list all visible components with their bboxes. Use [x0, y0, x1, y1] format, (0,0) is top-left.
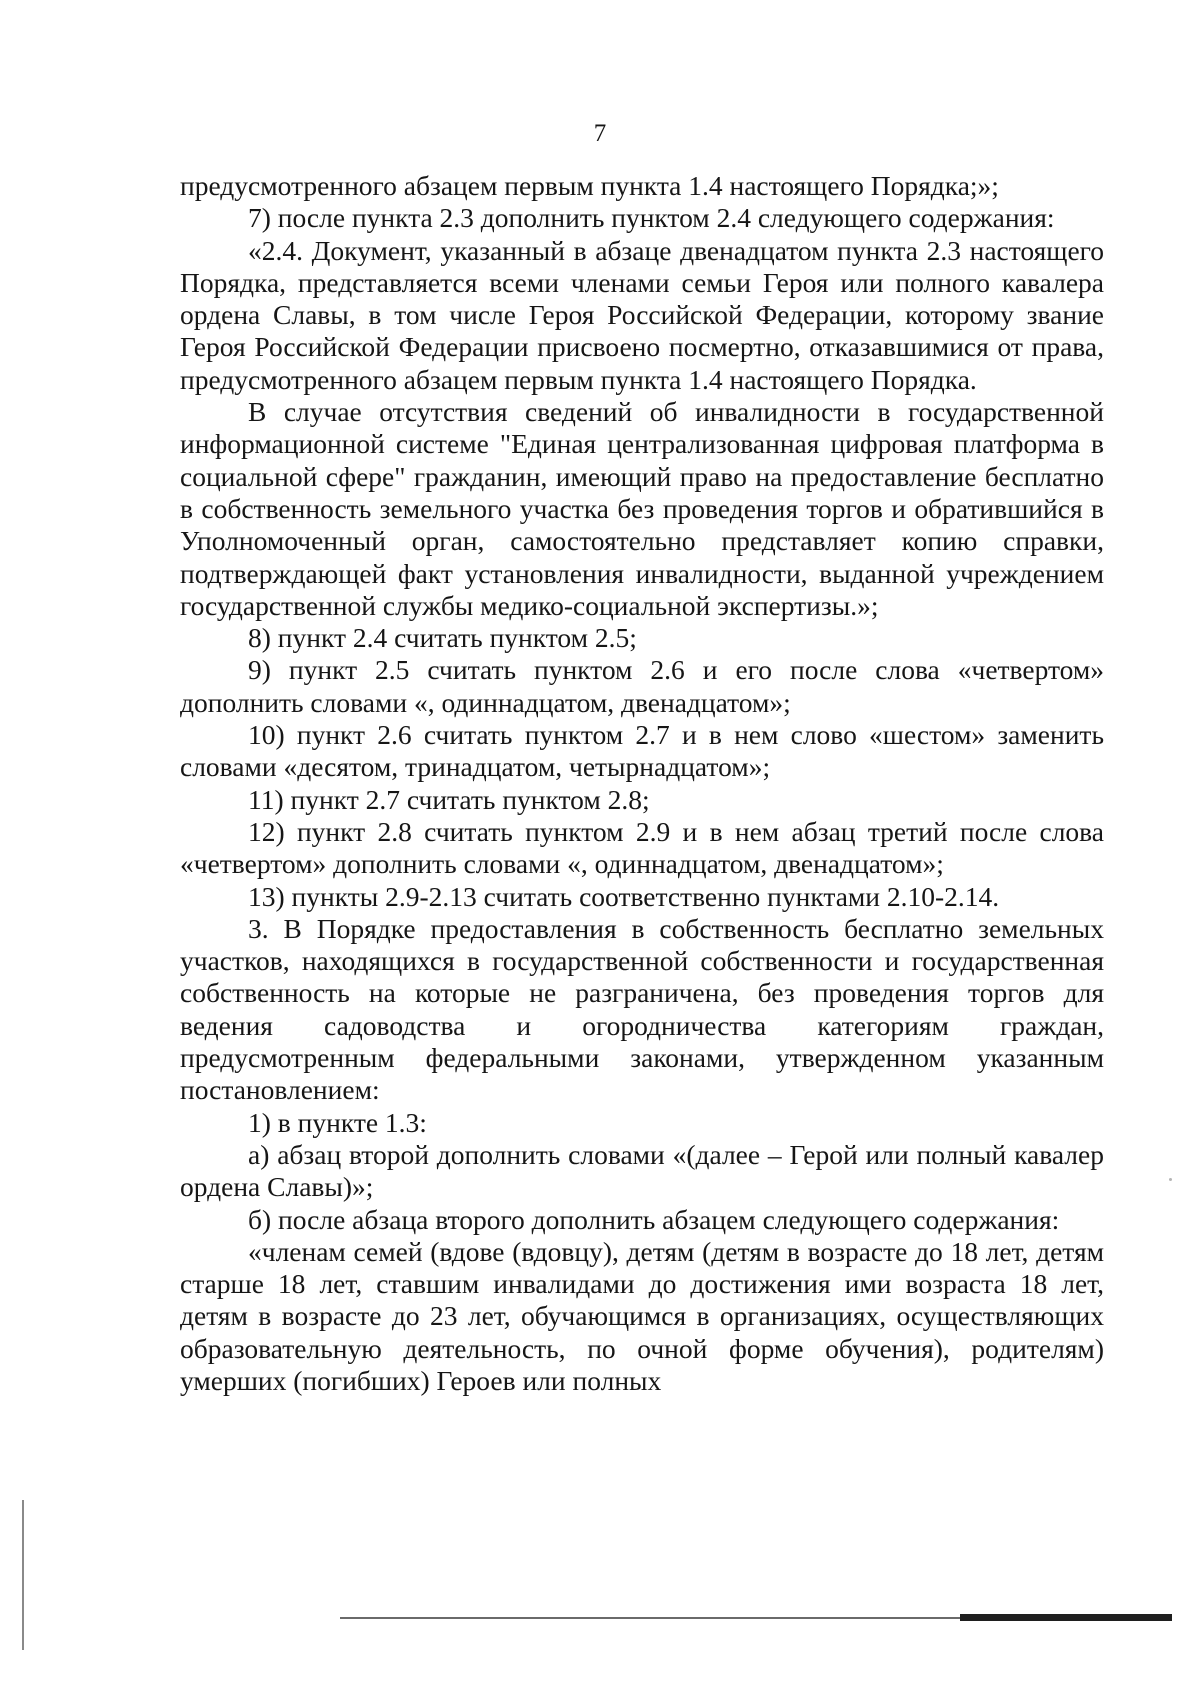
paragraph-9: 12) пункт 2.8 считать пунктом 2.9 и в нем абзац третий после слова «четвертом» дополнить словами «, одиннадцатом, двенадцатом»;: [180, 815, 1104, 880]
paragraph-5: 8) пункт 2.4 считать пунктом 2.5;: [248, 622, 637, 654]
document-body: [180, 170, 1104, 1397]
paragraph-12: 1) в пункте 1.3:: [248, 1106, 427, 1138]
paragraph-11: 3. В Порядке предоставления в собственность бесплатно земельных участков, находящихся в государственной собственности и государственная собственность на которые не разграничена, без проведения торгов для ведения садоводства и огородничества категориям граждан, предусмотренным федеральными законами, утвержденном указанным постановлением:: [180, 912, 1104, 1106]
scan-artifact-speck: [1169, 1178, 1172, 1181]
paragraph-10: 13) пункты 2.9-2.13 считать соответственно пунктами 2.10-2.14.: [248, 880, 1000, 912]
scan-artifact-bottom-thin-line: [340, 1617, 970, 1619]
scan-artifact-bottom-thick-line: [960, 1614, 1172, 1621]
paragraph-14: б) после абзаца второго дополнить абзацем следующего содержания:: [248, 1203, 1060, 1235]
paragraph-1: предусмотренного абзацем первым пункта 1.4 настоящего Порядка;»;: [180, 170, 999, 201]
scan-artifact-left-line: [22, 1500, 24, 1650]
paragraph-8: 11) пункт 2.7 считать пунктом 2.8;: [248, 783, 650, 815]
paragraph-15: «членам семей (вдове (вдовцу), детям (детям в возрасте до 18 лет, детям старше 18 лет, ставшим инвалидами до достижения ими возраста 18 лет, детям в возрасте до 23 лет, обучающимся в организациях, осуществляющих образовательную деятельность, по очной форме обучения), родителям) умерших (погибших) Героев или полных: [180, 1235, 1104, 1396]
paragraph-6: 9) пункт 2.5 считать пунктом 2.6 и его после слова «четвертом» дополнить словами «, одиннадцатом, двенадцатом»;: [180, 654, 1104, 718]
page-number: 7: [593, 120, 607, 147]
paragraph-3: «2.4. Документ, указанный в абзаце двенадцатом пункта 2.3 настоящего Порядка, представляется всеми членами семьи Героя или полного кавалера ордена Славы, в том числе Героя Российской Федерации, которому звание Героя Российской Федерации присвоено посмертно, отказавшимися от права, предусмотренного абзацем первым пункта 1.4 настоящего Порядка.: [180, 234, 1104, 395]
paragraph-13: а) абзац второй дополнить словами «(далее – Герой или полный кавалер ордена Славы)»;: [180, 1138, 1104, 1203]
paragraph-4: В случае отсутствия сведений об инвалидности в государственной информационной системе "Единая централизованная цифровая платформа в социальной сфере" гражданин, имеющий право на предоставление бесплатно в собственность земельного участка без проведения торгов и обратившийся в Уполномоченный орган, самостоятельно представляет копию справки, подтверждающей факт установления инвалидности, выданной учреждением государственной службы медико-социальной экспертизы.»;: [180, 396, 1104, 621]
paragraph-2: 7) после пункта 2.3 дополнить пунктом 2.4 следующего содержания:: [248, 202, 1055, 234]
paragraph-7: 10) пункт 2.6 считать пунктом 2.7 и в нем слово «шестом» заменить словами «десятом, тринадцатом, четырнадцатом»;: [180, 719, 1104, 783]
